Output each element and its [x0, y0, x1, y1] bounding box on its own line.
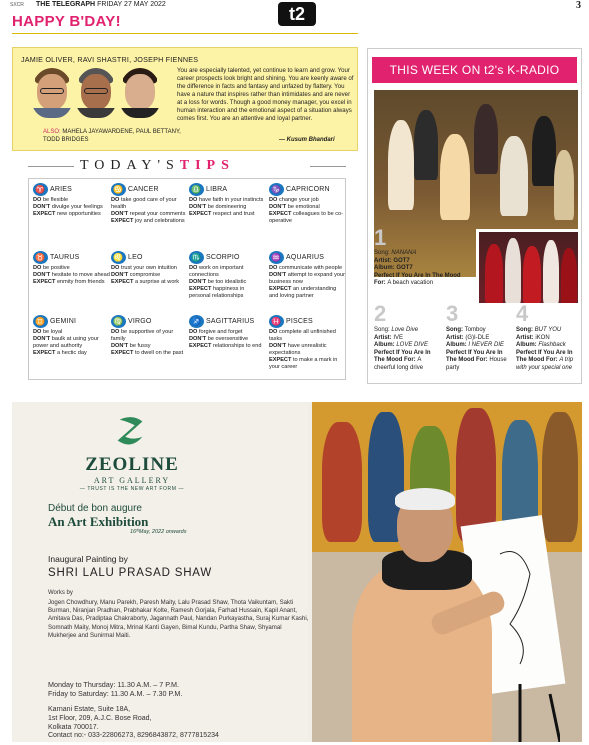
tip-keyword: EXPECT	[33, 211, 56, 217]
tip-text: be flexible	[41, 197, 69, 203]
birthday-title: HAPPY B'DAY!	[12, 13, 121, 30]
mood-text: A cheerful long drive	[374, 357, 424, 371]
zodiac-taurus	[33, 251, 111, 286]
tip-keyword: DON'T	[33, 204, 51, 210]
zodiac-tip	[189, 279, 267, 286]
zodiac-heading	[269, 251, 347, 264]
zodiac-tip	[33, 336, 111, 350]
tips-title-a: TODAY'S	[80, 158, 180, 173]
song-label: Song:	[446, 327, 465, 333]
zodiac-capricorn	[269, 183, 347, 225]
t2-logo: t2	[278, 2, 316, 26]
contact-numbers: Contact no:- 033-22806273, 8296843872, 8777815234	[48, 732, 219, 740]
zodiac-name: SAGITTARIUS	[206, 318, 255, 325]
aquarius-icon: ♒	[269, 251, 284, 264]
capricorn-icon: ♑	[269, 183, 284, 196]
also-label: ALSO:	[43, 129, 61, 135]
artist-label: Artist:	[446, 334, 466, 341]
painter-photo	[312, 402, 582, 742]
song-4	[516, 327, 580, 373]
zodiac-tip	[189, 265, 267, 279]
tip-text: repeat your comments	[128, 211, 186, 217]
zodiac-name: TAURUS	[50, 254, 80, 261]
gallery-subtitle: ART GALLERY	[93, 476, 171, 485]
tip-keyword: DO	[269, 265, 278, 271]
zodiac-tip	[33, 204, 111, 211]
ad-exhibition-title: An Art Exhibition	[48, 514, 149, 529]
ad-inaugural-label: Inaugural Painting by	[48, 554, 128, 564]
zodiac-scorpio	[189, 251, 267, 300]
address-line-1: Karnani Estate, Suite 18A,	[48, 706, 131, 713]
zodiac-tip	[189, 204, 267, 211]
zodiac-heading	[33, 183, 111, 196]
tip-keyword: DO	[111, 329, 120, 335]
tip-text: be supportive of your family	[111, 329, 174, 342]
tips-rule-right	[310, 166, 346, 167]
zodiac-libra	[189, 183, 267, 218]
tip-keyword: DO	[269, 197, 278, 203]
horoscope-author: — Kusum Bhandari	[279, 137, 335, 143]
tip-text: a surprise at work	[133, 279, 180, 285]
zodiac-gemini	[33, 315, 111, 357]
gallery-advertisement	[12, 402, 582, 742]
song-label: Song:	[374, 250, 392, 256]
zodiac-tip	[189, 286, 267, 300]
tip-text: be too idealistic	[206, 279, 247, 285]
zodiac-name: LEO	[128, 254, 143, 261]
zodiac-tip	[269, 329, 347, 343]
zodiac-tip	[189, 197, 267, 204]
page-code: SXCR	[10, 2, 24, 8]
rank-1: 1	[374, 225, 387, 250]
mood-label: Perfect If You Are In The Mood For:	[374, 349, 431, 364]
zodiac-tip	[111, 218, 189, 225]
album-label: Album:	[374, 342, 397, 349]
page-number: 3	[576, 0, 581, 11]
pisces-icon: ♓	[269, 315, 284, 328]
song-1	[374, 250, 472, 288]
song-title: Tomboy	[464, 327, 486, 333]
zodiac-tip	[189, 336, 267, 343]
mood-label: Perfect If You Are In The Mood For:	[374, 272, 461, 287]
easel-icon	[480, 514, 560, 742]
tip-text: be positive	[41, 265, 70, 271]
artist-label: Artist:	[374, 257, 394, 264]
tip-text: complete all unfinished tasks	[269, 329, 336, 342]
kradio-title: THIS WEEK ON t2's K-RADIO	[372, 57, 577, 83]
zodiac-tip	[111, 272, 189, 279]
gemini-icon: ♊	[33, 315, 48, 328]
zodiac-tip	[33, 279, 111, 286]
title-divider	[12, 33, 358, 34]
artist-name: iKON	[535, 334, 550, 341]
zodiac-tip	[111, 329, 189, 343]
zodiac-tip	[269, 286, 347, 300]
tip-text: be emotional	[286, 204, 320, 210]
tip-text: an understanding and loving partner	[269, 286, 337, 299]
zodiac-tip	[189, 329, 267, 336]
tip-text: to make a mark in your career	[269, 357, 338, 370]
zodiac-cancer	[111, 183, 189, 225]
zodiac-tip	[269, 343, 347, 357]
zodiac-tip	[269, 211, 347, 225]
paper-date: FRIDAY 27 MAY 2022	[97, 1, 166, 8]
tip-keyword: DO	[189, 197, 198, 203]
tip-keyword: EXPECT	[189, 211, 212, 217]
tip-keyword: DON'T	[269, 204, 287, 210]
libra-icon: ♎	[189, 183, 204, 196]
tip-text: hesitate to move ahead	[50, 272, 110, 278]
ad-artist-list: Jogen Chowdhury, Manu Parekh, Paresh Maity, Lalu Prasad Shaw, Thota Vaikuntam, Sakti Burman, Niranjan Pradhan, Prabhakar Kolte, Ramesh Gorjala, Farhad Hussain, Kapil Anant, Amitava Das, Pradiptaa Chakraborty, Jagannath Paul, Nandan Purkayastha, Suraj Kumar Kashi, Somnath Maity, Monoj Mitra, Mrinal Kanti Gayen, Bimal Kundu, Partha Shaw, Shyamal Mukherjee and Sunirmal Maiti.	[48, 599, 309, 639]
tip-keyword: DO	[269, 329, 278, 335]
artist-label: Artist:	[374, 334, 394, 341]
tip-text: colleagues to be co-operative	[269, 211, 344, 224]
mood-text: House party	[446, 357, 507, 371]
zodiac-heading	[111, 315, 189, 328]
birthday-box	[12, 47, 358, 151]
tip-text: forgive and forget	[197, 329, 243, 335]
ad-date: 16ᵗʰMay, 2022 onwards	[130, 529, 187, 535]
tip-text: be domineering	[206, 204, 247, 210]
zodiac-tip	[111, 350, 189, 357]
zodiac-pisces	[269, 315, 347, 371]
tip-text: attempt to expand your business now	[269, 272, 345, 285]
tip-keyword: DON'T	[269, 272, 287, 278]
tip-keyword: DO	[189, 265, 198, 271]
rank-2: 2	[374, 301, 387, 326]
tip-keyword: DON'T	[111, 272, 129, 278]
zodiac-leo	[111, 251, 189, 286]
tip-text: to dwell on the past	[133, 350, 184, 356]
virgo-icon: ♍	[111, 315, 126, 328]
tip-keyword: DO	[111, 197, 120, 203]
also-names: MAHELA JAYAWARDENE, PAUL BETTANY, TODD BRIDGES	[43, 129, 181, 143]
taurus-icon: ♉	[33, 251, 48, 264]
zodiac-tip	[269, 272, 347, 286]
cancer-icon: ♋	[111, 183, 126, 196]
artist-label: Artist:	[516, 334, 536, 341]
tip-text: be loyal	[41, 329, 63, 335]
album-name: GOT7	[396, 265, 413, 272]
zodiac-tip	[189, 343, 267, 350]
zodiac-tip	[33, 272, 111, 279]
zodiac-sagittarius	[189, 315, 267, 350]
tip-keyword: DO	[33, 329, 42, 335]
tip-text: joy and celebrations	[133, 218, 185, 224]
zodiac-aries	[33, 183, 111, 218]
zodiac-name: CAPRICORN	[286, 186, 330, 193]
address-line-3: Kolkata 700017.	[48, 723, 99, 731]
album-name: LOVE DIVE	[396, 342, 429, 349]
ad-text-panel	[12, 402, 308, 742]
zodiac-tip	[33, 329, 111, 336]
zodiac-name: GEMINI	[50, 318, 77, 325]
song-3	[446, 327, 512, 373]
tip-text: enmity from friends	[55, 279, 105, 285]
tip-text: new opportunities	[55, 211, 101, 217]
hours-weekend: Friday to Saturday: 11.30 A.M. – 7.30 P.M.	[48, 689, 183, 698]
zodiac-tip	[33, 197, 111, 204]
tip-text: change your job	[277, 197, 319, 203]
ad-debut: Début de bon augure	[48, 503, 142, 514]
song-title: BUT YOU	[534, 327, 562, 333]
tip-text: work on important connections	[189, 265, 244, 278]
tip-keyword: DON'T	[189, 279, 207, 285]
birthday-names: JAMIE OLIVER, RAVI SHASTRI, JOSEPH FIENNES	[21, 55, 199, 64]
album-label: Album:	[446, 342, 469, 349]
celebrity-photo-3	[119, 68, 161, 118]
zodiac-virgo	[111, 315, 189, 357]
tip-keyword: EXPECT	[269, 357, 292, 363]
tip-text: a hectic day	[55, 350, 87, 356]
tips-title-b: TIPS	[179, 158, 235, 173]
zodiac-heading	[269, 315, 347, 328]
zodiac-tip	[111, 343, 189, 350]
gallery-tagline: — TRUST IS THE NEW ART FORM —	[79, 486, 185, 492]
ad-painter-name: SHRI LALU PRASAD SHAW	[48, 567, 212, 579]
zeoline-logo-icon	[112, 412, 150, 450]
ad-works-label: Works by	[48, 590, 73, 596]
mood-text: A beach vacation	[387, 280, 434, 287]
rank-4: 4	[516, 301, 529, 326]
song-title: NANANA	[391, 250, 417, 256]
aries-icon: ♈	[33, 183, 48, 196]
zodiac-name: VIRGO	[128, 318, 152, 325]
album-name: I NEVER DIE	[468, 342, 505, 349]
zodiac-tip	[111, 265, 189, 272]
leo-icon: ♌	[111, 251, 126, 264]
rank-3: 3	[446, 301, 459, 326]
zodiac-heading	[111, 251, 189, 264]
tip-keyword: DO	[111, 265, 120, 271]
tip-keyword: EXPECT	[33, 350, 56, 356]
album-label: Album:	[516, 342, 539, 349]
tip-text: have faith in your instincts	[197, 197, 264, 203]
zodiac-heading	[111, 183, 189, 196]
kradio-panel	[367, 48, 582, 384]
tip-text: trust your own intuition	[119, 265, 177, 271]
tip-keyword: DON'T	[111, 343, 129, 349]
tip-keyword: EXPECT	[269, 211, 292, 217]
ad-hours	[48, 680, 182, 698]
album-name: Flashback	[538, 342, 566, 349]
zodiac-name: AQUARIUS	[286, 254, 325, 261]
zodiac-tip	[33, 265, 111, 272]
celebrity-photos	[31, 68, 161, 118]
scorpio-icon: ♏	[189, 251, 204, 264]
tip-text: take good care of your health	[111, 197, 177, 210]
zodiac-name: ARIES	[50, 186, 73, 193]
zodiac-tip	[33, 211, 111, 218]
tip-text: happiness in personal relationships	[189, 286, 245, 299]
tip-keyword: EXPECT	[111, 218, 134, 224]
zodiac-aquarius	[269, 251, 347, 300]
zodiac-name: CANCER	[128, 186, 159, 193]
zodiac-tip	[189, 211, 267, 218]
tips-title	[80, 158, 235, 174]
ive-group-photo	[476, 229, 578, 303]
tip-keyword: DON'T	[189, 204, 207, 210]
ad-address	[48, 706, 219, 741]
tip-text: have unrealistic expectations	[269, 343, 327, 356]
zodiac-heading	[189, 251, 267, 264]
hours-weekday: Monday to Thursday: 11.30 A.M. – 7 P.M.	[48, 680, 180, 689]
address-line-2: 1st Floor, 209, A.J.C. Bose Road,	[48, 714, 152, 722]
tip-keyword: DON'T	[33, 272, 51, 278]
zodiac-name: PISCES	[286, 318, 313, 325]
song-label: Song:	[374, 327, 392, 333]
painter-hair	[395, 488, 455, 510]
song-2	[374, 327, 440, 373]
tip-keyword: DON'T	[189, 336, 207, 342]
zodiac-tips-grid	[28, 178, 346, 380]
zodiac-tip	[269, 357, 347, 371]
tip-text: compromise	[128, 272, 161, 278]
tip-text: be fussy	[128, 343, 151, 349]
tip-keyword: DO	[189, 329, 198, 335]
celebrity-photo-2	[75, 68, 117, 118]
tip-text: baulk at using your power and authority	[33, 336, 99, 349]
tip-keyword: EXPECT	[269, 286, 292, 292]
zodiac-heading	[33, 251, 111, 264]
artist-name: (G)I-DLE	[465, 334, 490, 341]
tip-text: divulge your feelings	[50, 204, 103, 210]
zodiac-heading	[33, 315, 111, 328]
mood-label: Perfect If You Are In The Mood For:	[516, 349, 573, 364]
also-born-today	[43, 128, 193, 144]
mood-label: Perfect If You Are In The Mood For:	[446, 349, 503, 364]
gallery-name: ZEOLINE	[85, 454, 179, 475]
tip-keyword: EXPECT	[33, 279, 56, 285]
tagline-text: TRUST IS THE NEW ART FORM	[87, 486, 177, 492]
zodiac-heading	[269, 183, 347, 196]
artist-name: IVE	[393, 334, 404, 341]
tip-keyword: DO	[33, 197, 42, 203]
birthday-horoscope: You are especially talented, yet continue to learn and grow. Your career prospects look bright and shining. You are keenly aware of the difference in facts and fantasy and unfazed by flattery. You have a nature that inspires rather than intimidates and are never at a loss for words. Though a good money manager, you excel in human interaction and the emotional aspect of a situation always comes first. You are an attentive and loyal partner.	[177, 67, 354, 122]
zodiac-tip	[269, 265, 347, 272]
tip-keyword: EXPECT	[189, 343, 212, 349]
paper-masthead	[36, 1, 166, 8]
tip-keyword: DON'T	[33, 336, 51, 342]
tip-text: communicate with people	[277, 265, 343, 271]
zodiac-tip	[111, 211, 189, 218]
zodiac-tip	[111, 197, 189, 211]
zodiac-tip	[111, 279, 189, 286]
sagittarius-icon: ♐	[189, 315, 204, 328]
tips-rule-left	[28, 166, 74, 167]
zodiac-name: LIBRA	[206, 186, 228, 193]
tip-keyword: DON'T	[111, 211, 129, 217]
tip-text: be oversensitive	[206, 336, 249, 342]
zodiac-tip	[269, 204, 347, 211]
tip-keyword: DON'T	[269, 343, 287, 349]
zodiac-tip	[33, 350, 111, 357]
tip-keyword: EXPECT	[111, 279, 134, 285]
tip-keyword: DO	[33, 265, 42, 271]
celebrity-photo-1	[31, 68, 73, 118]
zodiac-heading	[189, 183, 267, 196]
mood-text: A trip with your special one	[516, 357, 574, 371]
tip-keyword: EXPECT	[111, 350, 134, 356]
tip-text: respect and trust	[211, 211, 255, 217]
tip-text: relationships to end	[211, 343, 262, 349]
song-label: Song:	[516, 327, 535, 333]
artist-name: GOT7	[393, 257, 410, 264]
song-title: Love Dive	[391, 327, 419, 333]
zodiac-heading	[189, 315, 267, 328]
album-label: Album:	[374, 265, 397, 272]
paper-name: THE TELEGRAPH	[36, 1, 96, 8]
zodiac-name: SCORPIO	[206, 254, 240, 261]
zodiac-tip	[269, 197, 347, 204]
tip-keyword: EXPECT	[189, 286, 212, 292]
